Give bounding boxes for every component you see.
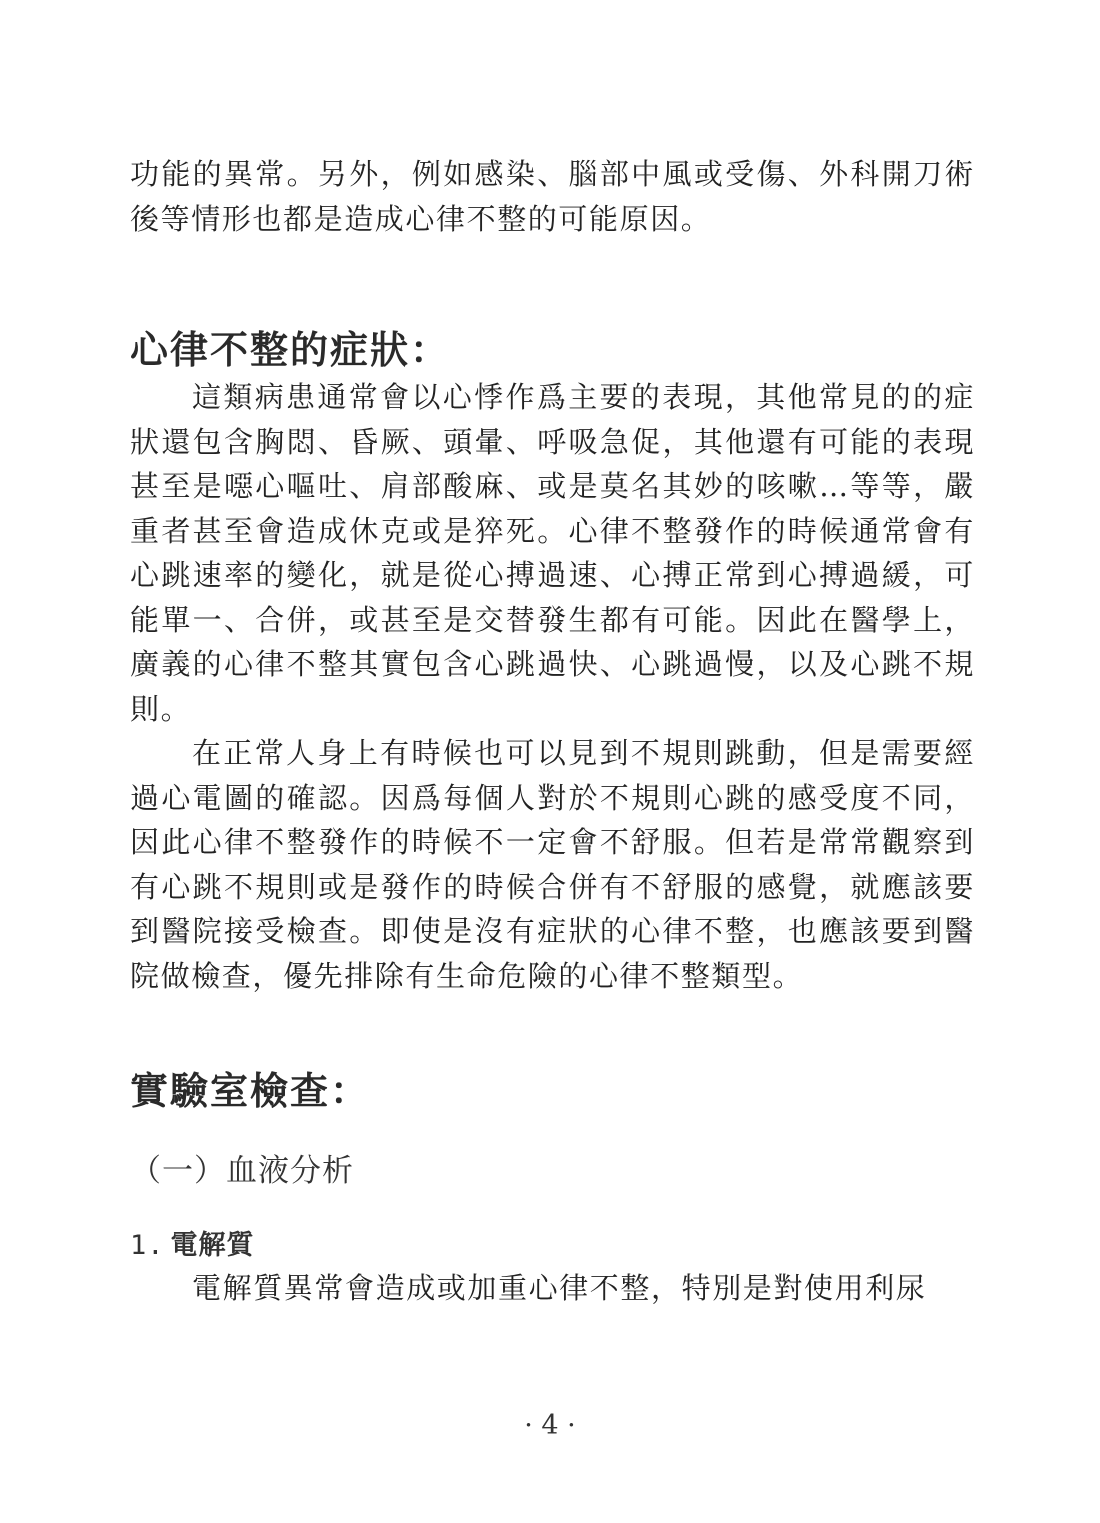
page-number: · 4 · [524, 1410, 576, 1441]
item-title: 電解質 [170, 1230, 255, 1261]
section-heading-lab: 實驗室檢查： [130, 1068, 371, 1113]
electrolytes-paragraph: 電解質異常會造成或加重心律不整，特別是對使用利尿 [192, 1271, 927, 1305]
page-content [130, 152, 975, 1311]
symptoms-paragraph-1: 這類病患通常會以心悸作爲主要的表現，其他常見的的症狀還包含胸悶、昏厥、頭暈、呼吸急促，其他還有可能的表現甚至是噁心嘔吐、肩部酸麻、或是莫名其妙的咳嗽…等等，嚴重者甚至會造成休克或是猝死。心律不整發作的時候通常會有心跳速率的變化，就是從心搏過速、心搏正常到心搏過緩，可能單一、合併，或甚至是交替發生都有可能。因此在醫學上，廣義的心律不整其實包含心跳過快、心跳過慢，以及心跳不規則。 [130, 380, 975, 726]
section-heading-symptoms: 心律不整的症狀： [130, 327, 451, 372]
item-heading-electrolytes [130, 1226, 975, 1266]
symptoms-paragraph-2: 在正常人身上有時候也可以見到不規則跳動，但是需要經過心電圖的確認。因爲每個人對於不規則心跳的感受度不同，因此心律不整發作的時候不一定會不舒服。但若是常常觀察到有心跳不規則或是發作的時候合併有不舒服的感覺，就應該要到醫院接受檢查。即使是沒有症狀的心律不整，也應該要到醫院做檢查，優先排除有生命危險的心律不整類型。 [130, 736, 975, 993]
intro-paragraph: 功能的異常。另外，例如感染、腦部中風或受傷、外科開刀術後等情形也都是造成心律不整的可能原因。 [130, 157, 975, 236]
sub-heading-blood-analysis: （一）血液分析 [130, 1153, 354, 1189]
item-number: 1. [130, 1230, 165, 1261]
